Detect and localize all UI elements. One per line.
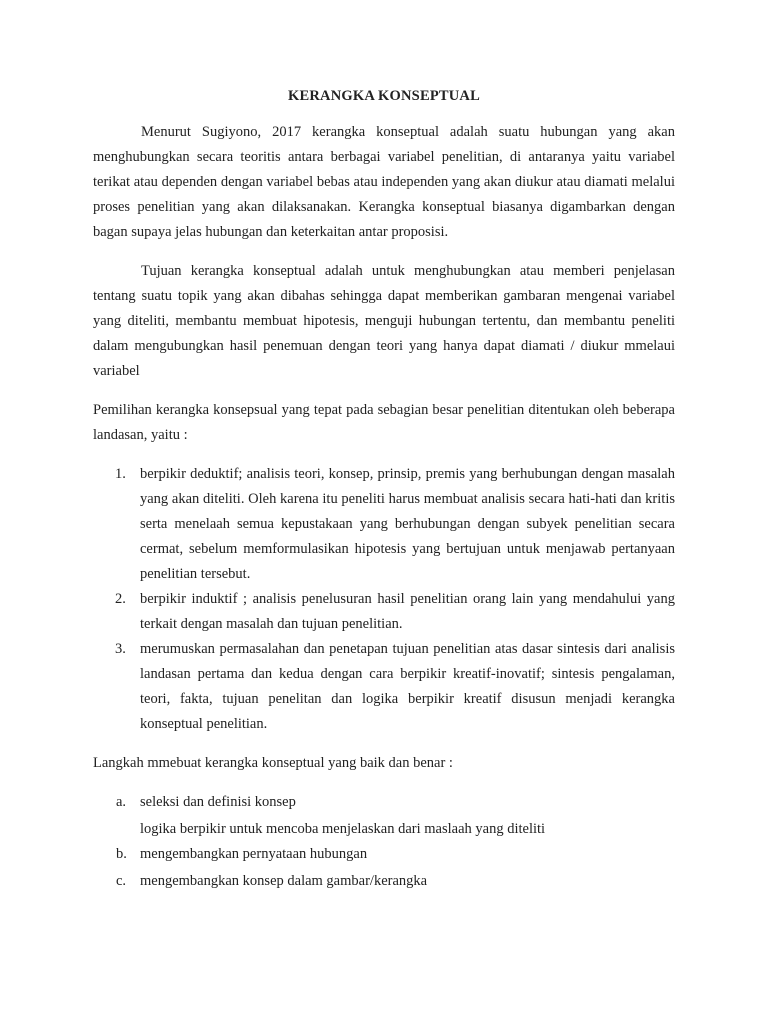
list-item-text: berpikir induktif ; analisis penelusuran hasil penelitian orang lain yang mendahului yang terkait dengan masalah dan tujuan penelitian. xyxy=(140,591,675,632)
list-item-text: merumuskan permasalahan dan penetapan tujuan penelitian atas dasar sintesis dari analisis landasan pertama dan kedua dengan cara berpikir kreatif-inovatif; sintesis pengalaman, teori, fakta, tujuan penelitan dan logika berpikir kreatif disusun menjadi kerangka konseptual penelitian. xyxy=(140,641,675,732)
list-marker: 2. xyxy=(115,591,126,607)
paragraph-spacer xyxy=(93,448,675,462)
paragraph-purpose: Tujuan kerangka konseptual adalah untuk menghubungkan atau memberi penjelasan tentang suatu topik yang akan dibahas sehingga dapat memberikan gambaran mengenai variabel yang diteliti, membantu membuat hipotesis, menguji hubungan tertentu, dan membantu peneliti dalam mengubungkan hasil penemuan dengan teori yang hanya dapat diamati / diukur mmelaui variabel xyxy=(93,263,675,379)
list-item-text: mengembangkan konsep dalam gambar/kerangka xyxy=(140,873,428,889)
alpha-list xyxy=(93,790,675,894)
paragraph-spacer xyxy=(93,737,675,751)
list-marker: b. xyxy=(116,846,127,862)
list-item xyxy=(93,462,675,587)
list-item xyxy=(93,869,675,894)
paragraph-spacer xyxy=(93,245,675,259)
list-item xyxy=(93,587,675,637)
list-marker: 3. xyxy=(115,641,126,657)
numbered-list xyxy=(93,462,675,737)
list-item-text: mengembangkan pernyataan hubungan xyxy=(140,846,368,862)
document-title: KERANGKA KONSEPTUAL xyxy=(288,88,480,104)
list-item xyxy=(93,637,675,737)
list-item-subtext: logika berpikir untuk mencoba menjelaskan dari maslaah yang diteliti xyxy=(140,821,546,837)
paragraph-selection: Pemilihan kerangka konsepsual yang tepat pada sebagian besar penelitian ditentukan oleh beberapa landasan, yaitu : xyxy=(93,402,675,443)
document-page xyxy=(93,84,675,896)
list-item xyxy=(93,842,675,867)
paragraph-definition: Menurut Sugiyono, 2017 kerangka konseptual adalah suatu hubungan yang akan menghubungkan secara teoritis antara berbagai variabel penelitian, di antaranya yaitu variabel terikat atau dependen dengan variabel bebas atau independen yang akan diukur atau diamati melalui proses penelitian yang akan dilaksanakan. Kerangka konseptual biasanya digambarkan dengan bagan supaya jelas hubungan dan keterkaitan antar proposisi. xyxy=(93,124,675,240)
list-item-text: seleksi dan definisi konsep xyxy=(140,794,296,810)
paragraph-spacer xyxy=(93,384,675,398)
list-marker: c. xyxy=(116,873,127,889)
list-item xyxy=(93,790,675,815)
list-item-text: berpikir deduktif; analisis teori, konsep, prinsip, premis yang berhubungan dengan masalah yang akan diteliti. Oleh karena itu peneliti harus membuat analisis secara hati-hati dan kritis serta menelaah semua kepustakaan yang berhubungan dengan subyek penelitian secara cermat, sebelum memformulasikan hipotesis yang bertujuan untuk menjawab pertanyaan penelitian tersebut. xyxy=(140,466,675,582)
paragraph-spacer xyxy=(93,776,675,790)
paragraph-steps: Langkah mmebuat kerangka konseptual yang baik dan benar : xyxy=(93,755,453,771)
list-marker: 1. xyxy=(115,466,126,482)
list-marker: a. xyxy=(116,794,127,810)
